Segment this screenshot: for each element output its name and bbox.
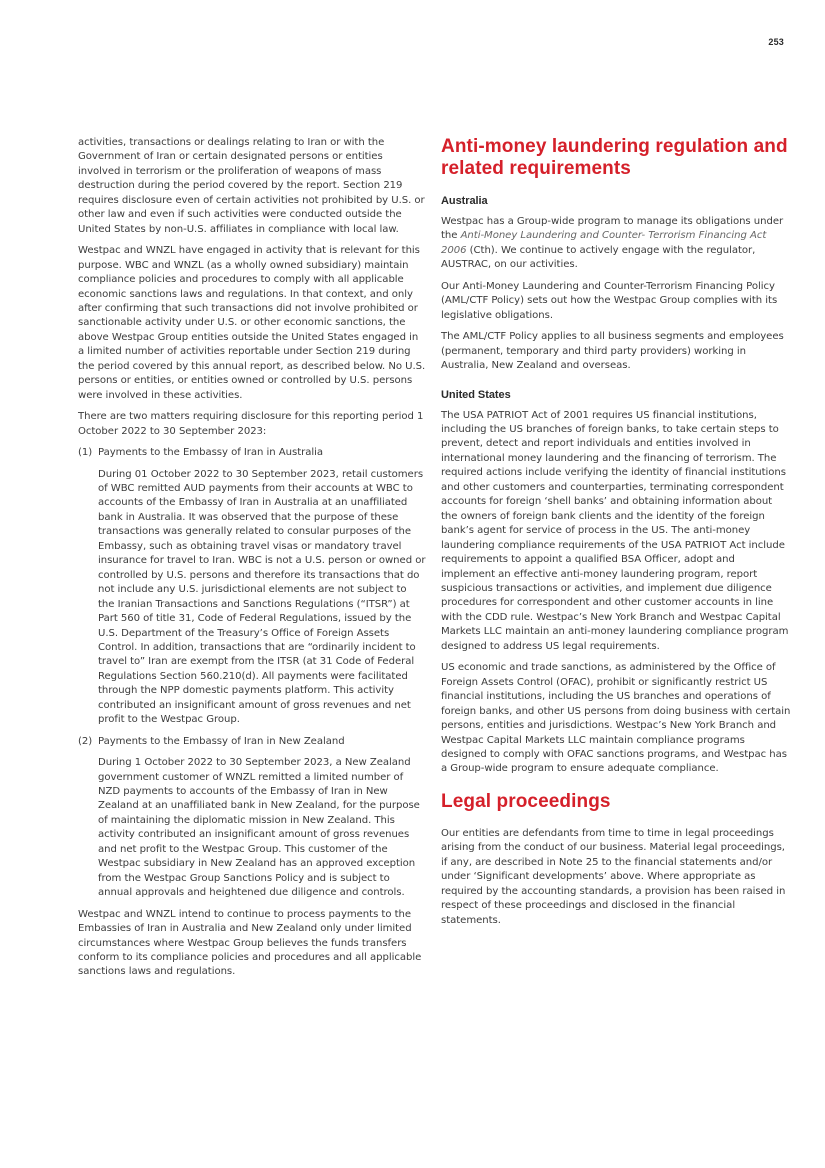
ofac-sanctions-paragraph: US economic and trade sanctions, as administered by the Office of Foreign Assets Control (OFAC), prohibit or significantly restrict US financial institutions, including the US branches and operations of foreign banks, and other US persons from doing business with certain persons, entities and jurisdictions. Westpac’s New York Branch and Westpac Capital Markets LLC maintain compliance programs designed to comply with OFAC sanctions programs, and Westpac has a Group-wide program to ensure adequate compliance. xyxy=(441,662,791,775)
matter-1-heading xyxy=(78,446,426,460)
united-states-heading: United States xyxy=(441,388,511,401)
patriot-act-paragraph: The USA PATRIOT Act of 2001 requires US financial institutions, including the US branches of foreign banks, to take certain steps to prevent, detect and report individuals and entities involved in international money laundering and the financing of terrorism. The required actions include verifying the identity of financial institutions and other customers and counterparties, terminating correspondent accounts for foreign ‘shell banks’ and obtaining information about the owners of foreign bank clients and the identity of the foreign bank’s agent for service of process in the US. The anti-money laundering compliance requirements of the USA PATRIOT Act include requirements to appoint a qualified BSA Officer, adopt and implement an effective anti-money laundering program, report suspicious transactions or activities, and implement due diligence procedures for correspondent and other customer accounts in line with the CDD rule. Westpac’s New York Branch and Westpac Capital Markets LLC maintain an anti-money laundering compliance program designed to address US legal requirements. xyxy=(441,409,789,652)
westpac-activity-paragraph: Westpac and WNZL have engaged in activity that is relevant for this purpose. WBC and WNZL (as a wholly owned subsidiary) maintain compliance policies and procedures to comply with all applicable economic sanctions laws and regulations. In that context, and only after confirming that such transactions did not involve prohibited or sanctionable activity under U.S. or other economic sanctions, the above Westpac Group entities outside the United States engaged in a limited number of activities reportable under Section 219 during the period covered by this annual report, as described below. No U.S. persons or entities, or entities owned or controlled by U.S. persons were involved in these activities. xyxy=(78,245,426,401)
legal-proceedings-paragraph: Our entities are defendants from time to time in legal proceedings arising from the conduct of our business. Material legal proceedings, if any, are described in Note 25 to the financial statements and/or under ‘Significant developments’ above. Where appropriate as required by the accounting standards, a provision has been raised in respect of these proceedings and disclosed in the financial statements. xyxy=(441,827,786,926)
matter-1-title: Payments to the Embassy of Iran in Australia xyxy=(98,447,323,459)
matters-intro-paragraph: There are two matters requiring disclosure for this reporting period 1 October 2022 to 30 September 2023: xyxy=(78,411,424,437)
right-column xyxy=(441,136,791,935)
australia-heading: Australia xyxy=(441,195,488,207)
matter-2-title: Payments to the Embassy of Iran in New Zealand xyxy=(98,735,345,747)
matter-2-body: During 1 October 2022 to 30 September 2023, a New Zealand government customer of WNZL remitted a limited number of NZD payments to accounts of the Embassy of Iran in New Zealand at an unaffiliated bank in New Zealand, for the purpose of maintaining the diplomatic mission in New Zealand. This activity contributed an insignificant amount of gross revenues and net profit to the Westpac Group. This customer of the Westpac subsidiary in New Zealand has an approved exception from the Westpac Group Sanctions Policy and is subject to annual approvals and heightened due diligence and controls. xyxy=(98,757,420,899)
legal-proceedings-title: Legal proceedings xyxy=(441,790,611,812)
australia-p1-after: (Cth). We continue to actively engage with the regulator, AUSTRAC, on our activities. xyxy=(441,244,756,271)
aml-ctf-scope-paragraph: The AML/CTF Policy applies to all business segments and employees (permanent, temporary and third party providers) working in Australia, New Zealand and overseas. xyxy=(441,331,784,372)
aml-ctf-act-reference: Anti-Money Laundering and Counter- Terrorism Financing Act 2006 xyxy=(441,230,767,256)
continuation-paragraph: Westpac and WNZL intend to continue to process payments to the Embassies of Iran in Australia and New Zealand only under limited circumstances where Westpac Group believes the funds transfers conform to its compliance policies and procedures and all applicable sanctions laws and regulations. xyxy=(78,908,422,978)
australia-program-paragraph xyxy=(441,215,791,273)
page-number: 253 xyxy=(768,37,784,47)
left-column xyxy=(78,136,426,987)
aml-section-title: Anti-money laundering regulation and related requirements xyxy=(441,136,788,179)
sanctions-intro-paragraph: activities, transactions or dealings relating to Iran or with the Government of Iran or certain designated persons or entities involved in terrorism or the proliferation of weapons of mass destruction during the period covered by the report. Section 219 requires disclosure even of certain activities not prohibited by U.S. or other law and even if such activities were conducted outside the United States by non-U.S. affiliates in compliance with local law. xyxy=(78,137,425,235)
matter-2-number: (2) xyxy=(78,735,93,747)
aml-ctf-policy-paragraph: Our Anti-Money Laundering and Counter-Terrorism Financing Policy (AML/CTF Policy) sets out how the Westpac Group complies with its legislative obligations. xyxy=(441,280,778,321)
matter-1-number: (1) xyxy=(78,447,93,459)
matter-2-heading xyxy=(78,735,426,749)
matter-1-body: During 01 October 2022 to 30 September 2023, retail customers of WBC remitted AUD payments from their accounts at WBC to accounts of the Embassy of Iran in Australia at an unaffiliated bank in Australia. It was observed that the purpose of these transactions was generally related to consular purposes of the Embassy, such as obtaining travel visas or mandatory travel insurance for travel to Iran. WBC is not a U.S. person or owned or controlled by U.S. persons and therefore its transactions that do not include any U.S. jurisdictional elements are not subject to the Iranian Transactions and Sanctions Regulations (“ITSR”) at Part 560 of title 31, Code of Federal Regulations, issued by the U.S. Department of the Treasury’s Office of Foreign Assets Control. In addition, transactions that are “ordinarily incident to travel to” Iran are exempt from the ITSR (at 31 Code of Federal Regulations Section 560.210(d). All payments were facilitated through the NPP domestic payments platform. This activity contributed an insignificant amount of gross revenues and net profit to the Westpac Group. xyxy=(98,468,426,726)
australia-p1-before: Westpac has a Group-wide program to manage its obligations under the xyxy=(441,216,784,242)
